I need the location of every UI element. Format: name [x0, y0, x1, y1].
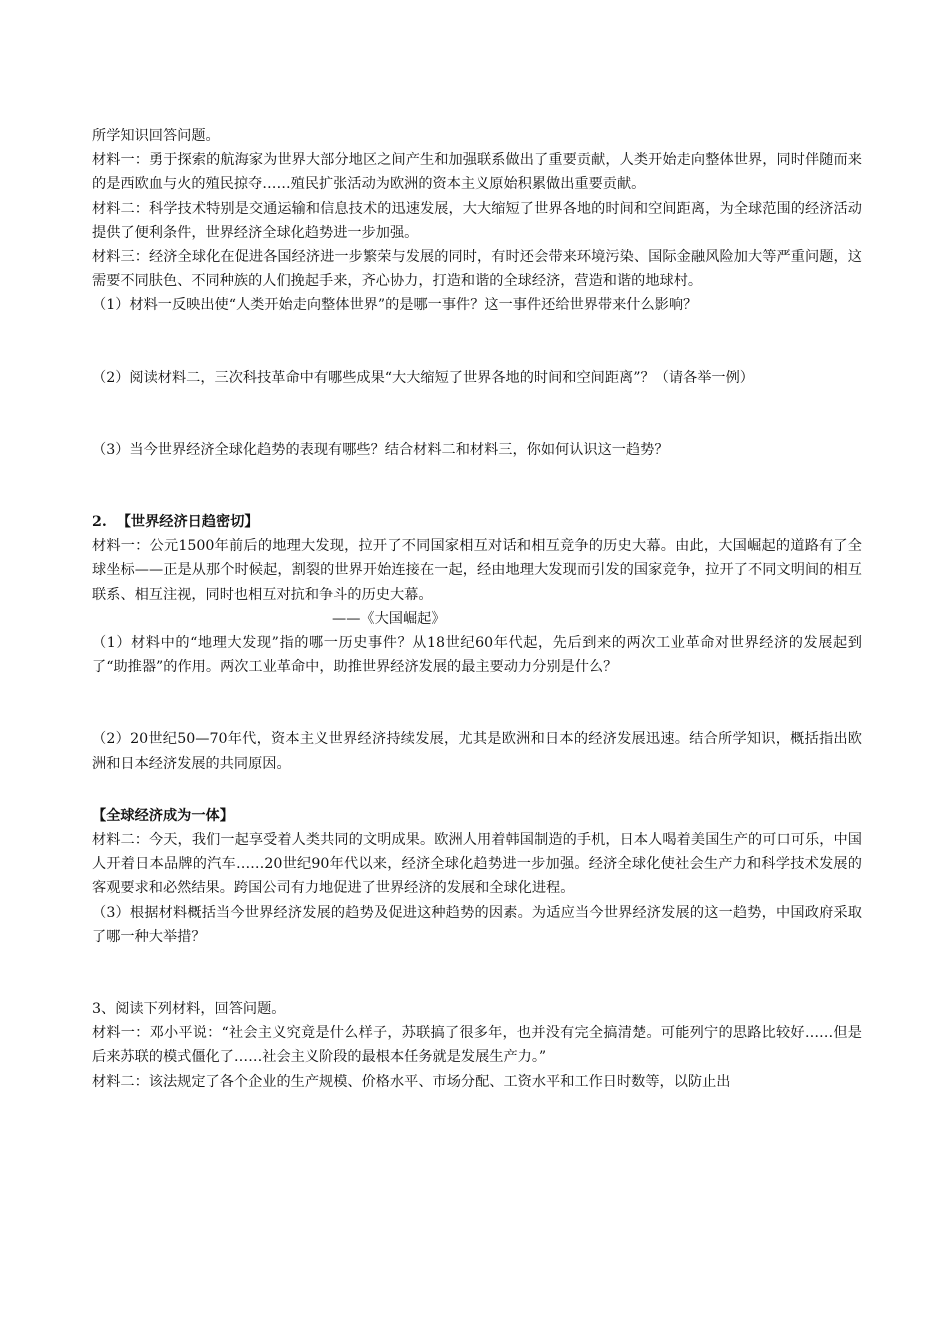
q1-sub-question-3: （3）当今世界经济全球化趋势的表现有哪些？结合材料二和材料三，你如何认识这一趋势？: [92, 441, 669, 458]
q2-sub-question-2: （2）20世纪50—70年代，资本主义世界经济持续发展，尤其是欧洲和日本的经济发展迅速。结合所学知识，概括指出欧洲和日本经济发展的共同原因。: [92, 731, 862, 772]
q3-intro: 3、阅读下列材料，回答问题。: [92, 1001, 286, 1018]
answer-space: [92, 390, 862, 438]
answer-space: [92, 462, 862, 510]
q2-section-title: 【世界经济日趋密切】: [116, 514, 259, 531]
q2-heading: [92, 510, 862, 534]
q2-section-title-2: 【全球经济成为一体】: [92, 807, 234, 824]
q2-number: 2.: [92, 514, 107, 531]
q1-material-3: 材料三：经济全球化在促进各国经济进一步繁荣与发展的同时，有时还会带来环境污染、国际金融风险加大等严重问题，这需要不同肤色、不同种族的人们挽起手来，齐心协力，打造和谐的全球经济，营造和谐的地球村。: [92, 249, 862, 290]
intro-line: 所学知识回答问题。: [92, 128, 220, 144]
answer-space: [92, 776, 862, 804]
q1-material-2: 材料二：科学技术特别是交通运输和信息技术的迅速发展，大大缩短了世界各地的时间和空间距离，为全球范围的经济活动提供了便利条件，世界经济全球化趋势进一步加强。: [92, 200, 862, 241]
q3-material-1: 材料一：邓小平说：“社会主义究竟是什么样子，苏联搞了很多年，也并没有完全搞清楚。可能列宁的思路比较好……但是后来苏联的模式僵化了……社会主义阶段的最根本任务就是发展生产力。”: [92, 1025, 862, 1066]
q2-citation: ——《大国崛起》: [332, 610, 446, 627]
q1-sub-question-2: （2）阅读材料二，三次科技革命中有哪些成果“大大缩短了世界各地的时间和空间距离”？（请各举一例）: [92, 369, 754, 386]
answer-space: [92, 318, 862, 366]
answer-space: [92, 679, 862, 727]
q2-material-2: 材料二：今天，我们一起享受着人类共同的文明成果。欧洲人用着韩国制造的手机，日本人喝着美国生产的可口可乐，中国人开着日本品牌的汽车……20世纪90年代以来，经济全球化趋势进一步加强。经济全球化使社会生产力和科学技术发展的客观要求和必然结果。跨国公司有力地促进了世界经济的发展和全球化进程。: [92, 832, 862, 897]
q2-sub-question-1: （1）材料中的“地理大发现”指的哪一历史事件？从18世纪60年代起，先后到来的两次工业革命对世界经济的发展起到了“助推器”的作用。两次工业革命中，助推世界经济发展的最主要动力分别是什么？: [92, 635, 862, 676]
q1-material-1: 材料一：勇于探索的航海家为世界大部分地区之间产生和加强联系做出了重要贡献，人类开始走向整体世界，同时伴随而来的是西欧血与火的殖民掠夺……殖民扩张活动为欧洲的资本主义原始积累做出重要贡献。: [92, 152, 862, 193]
q2-material-1: 材料一：公元1500年前后的地理大发现，拉开了不同国家相互对话和相互竞争的历史大幕。由此，大国崛起的道路有了全球坐标——正是从那个时候起，割裂的世界开始连接在一起，经由地理大发现而引发的国家竞争，拉开了不同文明间的相互联系、相互注视，同时也相互对抗和争斗的历史大幕。: [92, 538, 862, 603]
q1-sub-question-1: （1）材料一反映出使“人类开始走向整体世界”的是哪一事件？这一事件还给世界带来什么影响？: [92, 297, 698, 314]
q2-sub-question-3: （3）根据材料概括当今世界经济发展的趋势及促进这种趋势的因素。为适应当今世界经济发展的这一趋势，中国政府采取了哪一种大举措？: [92, 904, 862, 945]
answer-space: [92, 949, 862, 997]
q3-material-2: 材料二：该法规定了各个企业的生产规模、价格水平、市场分配、工资水平和工作日时数等，以防止出: [92, 1073, 731, 1090]
worksheet-page: [92, 124, 862, 1094]
